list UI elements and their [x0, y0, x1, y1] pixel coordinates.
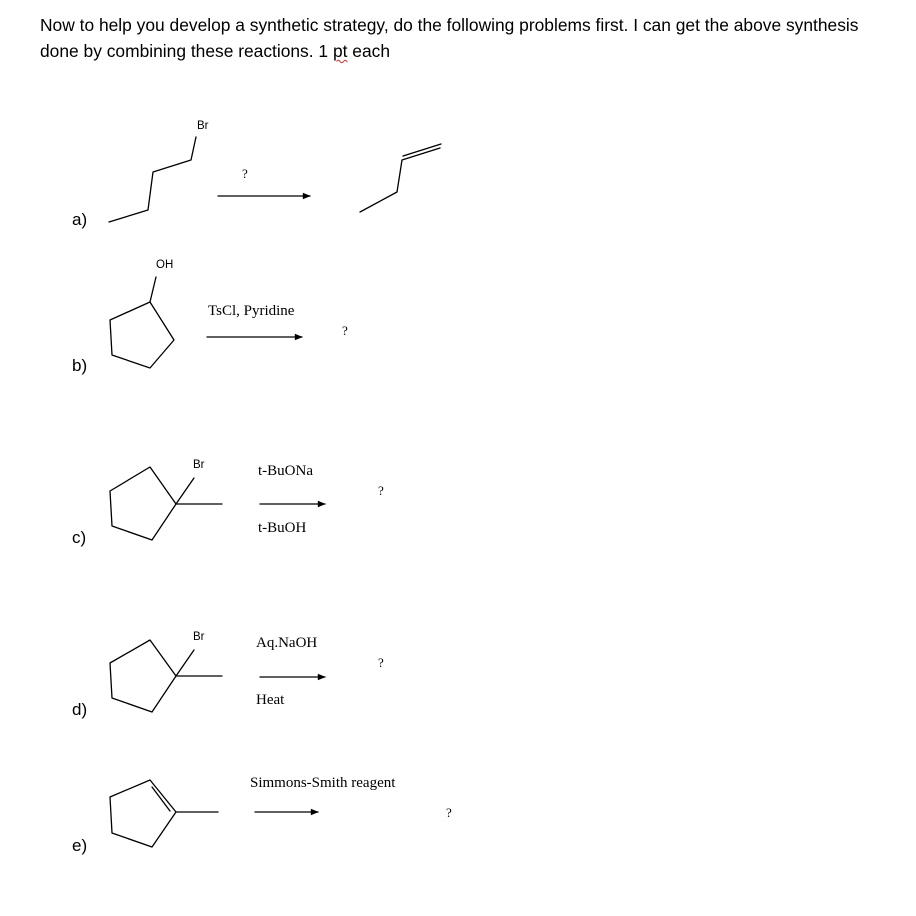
problem-label-e: e)	[72, 836, 88, 855]
d-reagent-above: Aq.NaOH	[256, 635, 318, 651]
problem-label-a: a)	[72, 210, 88, 229]
d-condition-below: Heat	[256, 692, 285, 708]
d-product-unknown: ?	[378, 655, 384, 670]
problem-label-c: c)	[72, 528, 87, 547]
c-reactant-bromomethylcyclopentane	[110, 467, 222, 540]
a-reagent-unknown: ?	[242, 166, 248, 181]
e-reactant-methylcyclopentene	[110, 780, 218, 847]
b-product-unknown: ?	[342, 323, 348, 338]
spellcheck-flagged-word[interactable]: pt	[332, 41, 348, 61]
b-hydroxyl-group: OH	[156, 259, 174, 271]
b-reagents-above: TsCl, Pyridine	[208, 303, 295, 319]
a-bromine-atom: Br	[197, 120, 209, 132]
instructions-text-end: each	[347, 41, 390, 61]
b-reactant-cyclopentanol	[110, 277, 174, 368]
d-bromine-atom: Br	[193, 631, 205, 643]
e-product-unknown: ?	[446, 805, 452, 820]
a-reactant-1-bromobutane	[109, 137, 196, 222]
a-product-1-butene	[360, 144, 441, 212]
c-solvent-below: t-BuOH	[258, 520, 307, 536]
problem-label-d: d)	[72, 700, 88, 719]
instructions-text: Now to help you develop a synthetic strategy, do the following problems first. I can get the above synthesis done by combining these reactions. 1	[40, 15, 859, 61]
c-reagent-above: t-BuONa	[258, 463, 313, 479]
problem-label-b: b)	[72, 356, 88, 375]
d-reactant-bromomethylcyclopentane	[110, 640, 222, 712]
c-product-unknown: ?	[378, 483, 384, 498]
c-bromine-atom: Br	[193, 459, 205, 471]
e-reagent-above: Simmons-Smith reagent	[250, 775, 396, 791]
